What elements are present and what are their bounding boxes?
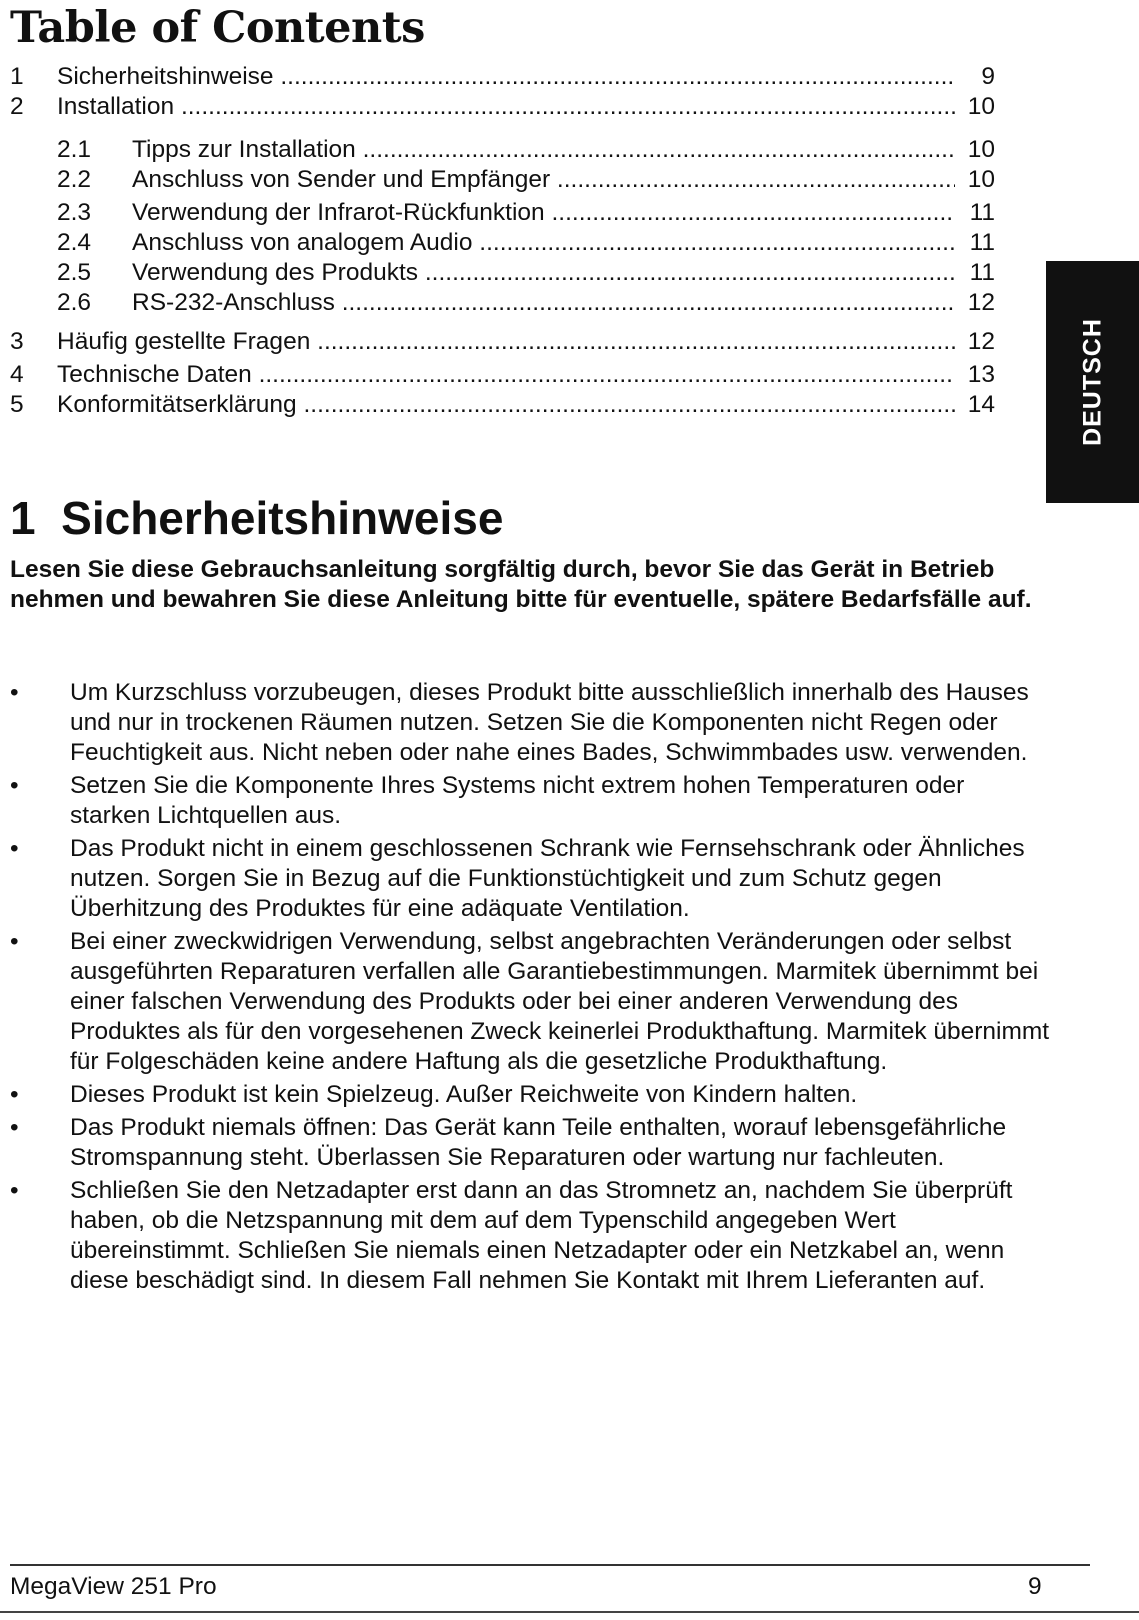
- list-item: [10, 1113, 1050, 1173]
- list-item-text: Bei einer zweckwidrigen Verwendung, selbst angebrachten Veränderungen oder selbst ausgeführten Reparaturen verfallen alle Garantiebestimmungen. Marmitek übernimmt bei einer falschen Verwendung des Produkts oder bei einer anderen Verwendung des Produktes als für den vorgesehenen Zweck keinerlei Produkthaftung. Marmitek übernimmt für Folgeschäden keine andere Haftung als die gesetzliche Produkthaftung.: [70, 928, 1050, 1075]
- toc-entry-number: 2.3: [57, 199, 92, 226]
- toc-entry-label: Verwendung des Produkts .....: [132, 258, 955, 288]
- toc-entry-number: 2.6: [57, 289, 92, 316]
- bullet-marker: •: [10, 1177, 19, 1204]
- list-item-text: Das Produkt niemals öffnen: Das Gerät kann Teile enthalten, worauf lebensgefährliche Stromspannung steht. Überlassen Sie Reparaturen oder wartung nur fachleuten.: [70, 1114, 1007, 1171]
- bullet-list: [10, 678, 1050, 1299]
- toc-entry[interactable]: [10, 135, 995, 165]
- footer-divider: [10, 1564, 1090, 1566]
- toc-entry[interactable]: [10, 327, 995, 357]
- toc-entry[interactable]: [10, 165, 995, 195]
- toc-entry[interactable]: [10, 228, 995, 258]
- toc-entry-label: Konformitätserklärung .....: [57, 390, 955, 420]
- list-item: [10, 771, 1050, 831]
- toc-entry-label: Technische Daten .....: [57, 360, 955, 390]
- toc-entry[interactable]: [10, 258, 995, 288]
- bullet-marker: •: [10, 772, 19, 799]
- toc-entry-label: Häufig gestellte Fragen .....: [57, 327, 955, 357]
- toc-entry-page: 11: [969, 259, 995, 286]
- toc-entry-number: 5: [10, 391, 24, 418]
- toc-entry-label: Anschluss von Sender und Empfänger .....: [132, 165, 955, 195]
- toc-entry-page: 12: [967, 289, 995, 316]
- section-title: 1 Sicherheitshinweise: [10, 492, 504, 544]
- footer-page-number: 9: [1028, 1573, 1042, 1600]
- bullet-marker: •: [10, 1114, 19, 1141]
- toc-entry-label: Installation .....: [57, 92, 955, 122]
- list-item: [10, 927, 1050, 1077]
- toc-entry[interactable]: [10, 92, 995, 122]
- toc-entry-label: Anschluss von analogem Audio .....: [132, 228, 955, 258]
- toc-entry-number: 1: [10, 63, 24, 90]
- toc-entry-label: Sicherheitshinweise .....: [57, 62, 955, 92]
- toc-entry-number: 2.2: [57, 166, 92, 193]
- toc-entry-page: 10: [967, 166, 995, 193]
- list-item: [10, 1080, 1050, 1110]
- section-intro: Lesen Sie diese Gebrauchsanleitung sorgfältig durch, bevor Sie das Gerät in Betrieb nehmen und bewahren Sie diese Anleitung bitte für eventuelle, spätere Bedarfsfälle auf.: [10, 556, 1032, 613]
- footer-product-name: MegaView 251 Pro: [10, 1573, 217, 1600]
- toc-entry-label: RS-232-Anschluss .....: [132, 288, 955, 318]
- toc-title: Table of Contents: [10, 3, 425, 53]
- toc-entry-page: 11: [969, 229, 995, 256]
- toc-entry-page: 10: [967, 93, 995, 120]
- bullet-marker: •: [10, 928, 19, 955]
- toc-entry-number: 2.4: [57, 229, 92, 256]
- bullet-marker: •: [10, 835, 19, 862]
- bottom-divider: [0, 1611, 1139, 1613]
- toc-entry-page: 10: [967, 136, 995, 163]
- list-item: [10, 1176, 1050, 1296]
- toc-entry[interactable]: [10, 288, 995, 318]
- toc-entry-page: 13: [967, 361, 995, 388]
- toc-entry[interactable]: [10, 62, 995, 92]
- list-item-text: Setzen Sie die Komponente Ihres Systems nicht extrem hohen Temperaturen oder starken Lichtquellen aus.: [70, 772, 965, 829]
- toc-entry-label: Verwendung der Infrarot-Rückfunktion .....: [132, 198, 955, 228]
- toc-entry-number: 4: [10, 361, 24, 388]
- toc-entry-page: 12: [967, 328, 995, 355]
- list-item-text: Das Produkt nicht in einem geschlossenen Schrank wie Fernsehschrank oder Ähnliches nutzen. Sorgen Sie in Bezug auf die Funktionstüchtigkeit und zum Schutz gegen Überhitzung des Produktes für eine adäquate Ventilation.: [70, 835, 1025, 922]
- bullet-marker: •: [10, 1081, 19, 1108]
- toc-entry-number: 2.5: [57, 259, 92, 286]
- toc-entry-page: 11: [969, 199, 995, 226]
- list-item-text: Schließen Sie den Netzadapter erst dann an das Stromnetz an, nachdem Sie überprüft haben, ob die Netzspannung mit dem auf dem Typenschild angegeben Wert übereinstimmt. Schließen Sie niemals einen Netzadapter oder ein Netzkabel an, wenn diese beschädigt sind. In diesem Fall nehmen Sie Kontakt mit Ihrem Lieferanten auf.: [70, 1177, 1013, 1294]
- toc-entry[interactable]: [10, 390, 995, 420]
- toc-entry-page: 14: [967, 391, 995, 418]
- toc-entry-page: 9: [981, 63, 995, 90]
- list-item: [10, 678, 1050, 768]
- toc-entry[interactable]: [10, 198, 995, 228]
- toc-entry-number: 2: [10, 93, 24, 120]
- language-tab-label: DEUTSCH: [1078, 318, 1106, 446]
- language-tab: [1046, 261, 1139, 503]
- toc-entry-number: 3: [10, 328, 24, 355]
- list-item: [10, 834, 1050, 924]
- toc-entry[interactable]: [10, 360, 995, 390]
- toc-entry-label: Tipps zur Installation .....: [132, 135, 955, 165]
- list-item-text: Um Kurzschluss vorzubeugen, dieses Produkt bitte ausschließlich innerhalb des Hauses und nur in trockenen Räumen nutzen. Setzen Sie die Komponenten nicht Regen oder Feuchtigkeit aus. Nicht neben oder nahe eines Bades, Schwimmbades usw. verwenden.: [70, 679, 1029, 766]
- toc-entry-number: 2.1: [57, 136, 92, 163]
- bullet-marker: •: [10, 679, 19, 706]
- list-item-text: Dieses Produkt ist kein Spielzeug. Außer Reichweite von Kindern halten.: [70, 1081, 858, 1108]
